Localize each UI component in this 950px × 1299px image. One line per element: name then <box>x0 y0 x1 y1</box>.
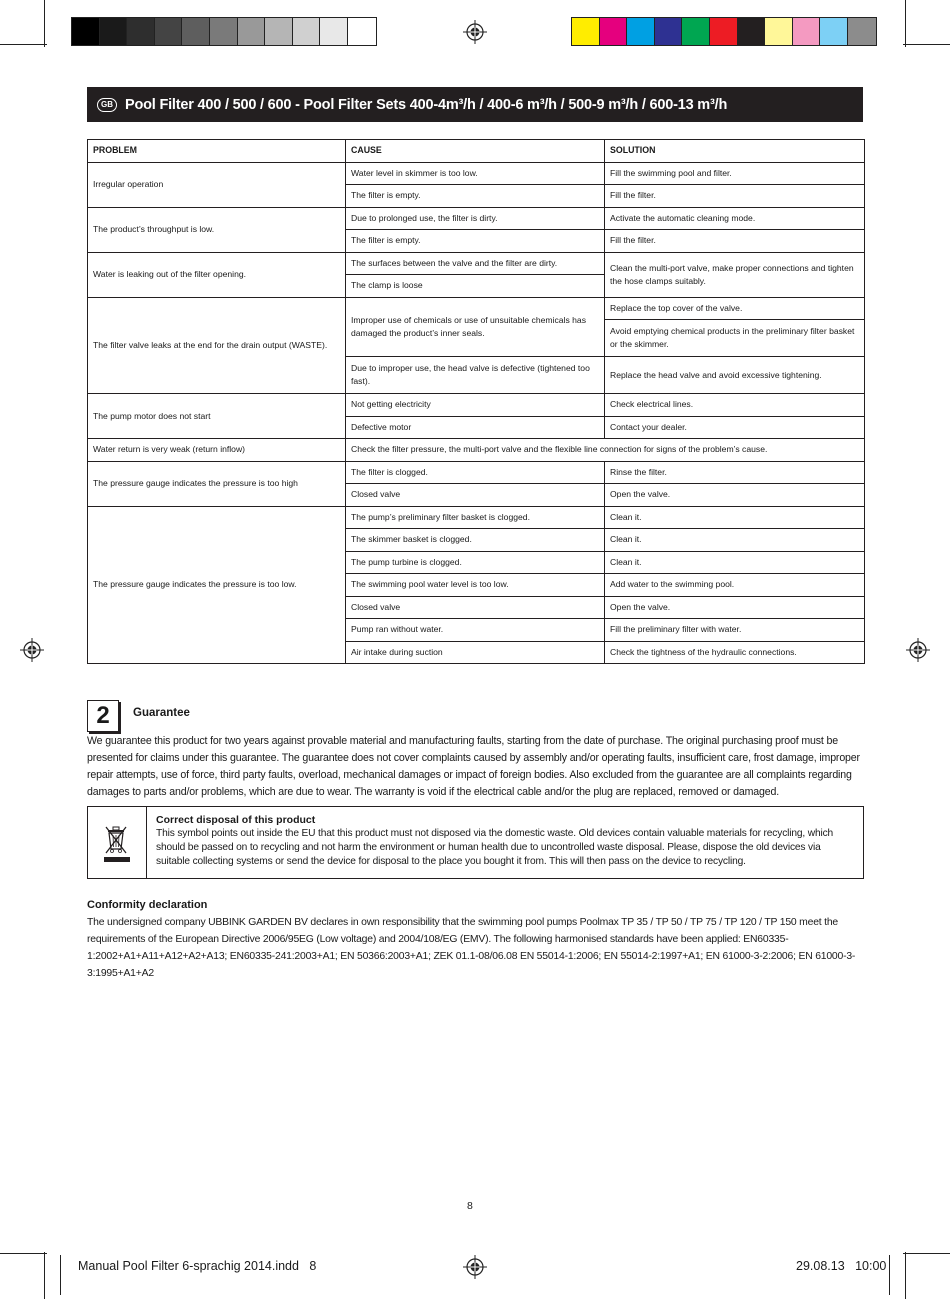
table-row <box>88 394 865 417</box>
cause-cell: Due to improper use, the head valve is defective (tightened too fast). <box>346 357 605 394</box>
guarantee-heading: Guarantee <box>133 707 190 719</box>
color-swatch <box>320 18 348 45</box>
crop-mark <box>905 1252 906 1299</box>
problem-cell: Water is leaking out of the filter opening. <box>88 252 346 297</box>
page-number: 8 <box>467 1200 473 1212</box>
table-row <box>88 461 865 484</box>
color-swatch <box>627 18 655 45</box>
cause-cell: Not getting electricity <box>346 394 605 417</box>
solution-cell: Add water to the swimming pool. <box>605 574 865 597</box>
color-swatch <box>348 18 376 45</box>
table-row <box>88 207 865 230</box>
crop-mark <box>0 44 47 45</box>
solution-cell: Rinse the filter. <box>605 461 865 484</box>
cause-cell: The swimming pool water level is too low. <box>346 574 605 597</box>
cause-cell: Air intake during suction <box>346 641 605 664</box>
problem-cell: The product’s throughput is low. <box>88 207 346 252</box>
cause-cell: Defective motor <box>346 416 605 439</box>
cause-cell: The surfaces between the valve and the filter are dirty. <box>346 252 605 275</box>
solution-cell: Fill the filter. <box>605 185 865 208</box>
cause-cell: The skimmer basket is clogged. <box>346 529 605 552</box>
color-swatch <box>238 18 266 45</box>
cause-cell: The clamp is loose <box>346 275 605 298</box>
solution-cell: Check the tightness of the hydraulic connections. <box>605 641 865 664</box>
footer-filename: Manual Pool Filter 6-sprachig 2014.indd 8 <box>78 1259 317 1273</box>
registration-mark-icon <box>463 1255 487 1279</box>
grayscale-color-bar <box>71 17 377 46</box>
crop-mark <box>889 1255 890 1295</box>
solution-cell: Open the valve. <box>605 596 865 619</box>
cause-cell: Water level in skimmer is too low. <box>346 162 605 185</box>
solution-cell: Replace the head valve and avoid excessive tightening. <box>605 357 865 394</box>
column-header-cause: CAUSE <box>346 140 605 163</box>
solution-cell: Clean it. <box>605 551 865 574</box>
section-number-badge: 2 <box>87 700 119 732</box>
solution-cell: Fill the preliminary filter with water. <box>605 619 865 642</box>
registration-mark-icon <box>20 638 44 662</box>
table-row <box>88 252 865 275</box>
registration-mark-icon <box>463 20 487 44</box>
color-swatch <box>793 18 821 45</box>
cause-cell: The filter is clogged. <box>346 461 605 484</box>
table-header-row <box>88 140 865 163</box>
cause-cell: The filter is empty. <box>346 230 605 253</box>
color-swatch <box>210 18 238 45</box>
crop-mark <box>44 1252 45 1299</box>
crossed-out-bin-icon <box>102 823 132 863</box>
solution-cell: Avoid emptying chemical products in the preliminary filter basket or the skimmer. <box>605 320 865 357</box>
solution-cell: Contact your dealer. <box>605 416 865 439</box>
cause-cell: The filter is empty. <box>346 185 605 208</box>
color-swatch <box>655 18 683 45</box>
crop-mark <box>60 1255 61 1295</box>
color-swatch <box>738 18 766 45</box>
solution-cell: Activate the automatic cleaning mode. <box>605 207 865 230</box>
color-swatch <box>710 18 738 45</box>
solution-cell: Check electrical lines. <box>605 394 865 417</box>
color-swatch <box>100 18 128 45</box>
crop-mark <box>905 0 906 47</box>
problem-cell: The filter valve leaks at the end for the drain output (WASTE). <box>88 297 346 394</box>
problem-cell: The pressure gauge indicates the pressure is too high <box>88 461 346 506</box>
disposal-icon-cell <box>88 807 147 878</box>
table-row <box>88 439 865 462</box>
color-swatch <box>765 18 793 45</box>
troubleshooting-table <box>87 139 865 664</box>
cause-cell: Closed valve <box>346 596 605 619</box>
crop-mark <box>0 1253 47 1254</box>
disposal-notice-box <box>87 806 864 879</box>
column-header-solution: SOLUTION <box>605 140 865 163</box>
cause-cell: Due to prolonged use, the filter is dirty. <box>346 207 605 230</box>
cause-cell: Improper use of chemicals or use of unsuitable chemicals has damaged the product’s inner seals. <box>346 297 605 357</box>
crop-mark <box>903 44 950 45</box>
solution-cell: Open the valve. <box>605 484 865 507</box>
column-header-problem: PROBLEM <box>88 140 346 163</box>
guarantee-paragraph: We guarantee this product for two years against provable material and manufacturing faults, starting from the date of purchase. The original purchasing proof must be presented for claims under this guarantee. The guarantee does not cover complaints caused by assembly and/or operating faults, insufficient care, frost damage, improper repair attempts, use of force, third party faults, overload, mechanical damages or impact of foreign bodies. Also excluded from the guarantee are all complaints regarding damages to parts and/or problems, which are due to wear. The warranty is void if the electrical cable and/or the plug are replaced, removed or damaged. <box>87 735 860 798</box>
color-swatch <box>600 18 628 45</box>
color-swatch <box>155 18 183 45</box>
conformity-paragraph: The undersigned company UBBINK GARDEN BV declares in own responsibility that the swimming pool pumps Poolmax TP 35 / TP 50 / TP 75 / TP 120 / TP 150 meet the requirements of the European Directive 2006/95EG (Low voltage) and 2004/108/EG (EMV). The following harmonised standards have been applied: EN60335-1:2002+A1+A11+A12+A2+A13; EN60335-241:2003+A1; EN 50366:2003+A1; ZEK 01.1-08/06.08 EN 55014-1:2006; EN 55014-2:1997+A1; EN 61000-3-2:2006; EN 61000-3-3:1995+A1+A2 <box>87 917 856 979</box>
registration-mark-icon <box>906 638 930 662</box>
table-row <box>88 506 865 529</box>
solution-cell: Fill the filter. <box>605 230 865 253</box>
color-swatch <box>572 18 600 45</box>
solution-cell: Clean it. <box>605 529 865 552</box>
language-badge: GB <box>97 98 117 112</box>
problem-cell: The pressure gauge indicates the pressure is too low. <box>88 506 346 664</box>
conformity-heading: Conformity declaration <box>87 899 208 911</box>
cause-cell: Pump ran without water. <box>346 619 605 642</box>
table-row <box>88 162 865 185</box>
color-swatch <box>265 18 293 45</box>
color-swatch <box>72 18 100 45</box>
color-swatch <box>820 18 848 45</box>
problem-cell: Water return is very weak (return inflow) <box>88 439 346 462</box>
problem-cell: Irregular operation <box>88 162 346 207</box>
cause-cell: Closed valve <box>346 484 605 507</box>
solution-cell: Clean the multi-port valve, make proper connections and tighten the hose clamps suitably. <box>605 252 865 297</box>
table-row <box>88 297 865 320</box>
crop-mark <box>44 0 45 47</box>
crop-mark <box>903 1253 950 1254</box>
color-swatch <box>682 18 710 45</box>
solution-cell: Replace the top cover of the valve. <box>605 297 865 320</box>
color-swatch <box>293 18 321 45</box>
solution-cell: Fill the swimming pool and filter. <box>605 162 865 185</box>
problem-cell: The pump motor does not start <box>88 394 346 439</box>
cause-cell: The pump turbine is clogged. <box>346 551 605 574</box>
color-swatch <box>182 18 210 45</box>
disposal-heading: Correct disposal of this product <box>156 814 316 826</box>
cause-solution-cell: Check the filter pressure, the multi-port valve and the flexible line connection for signs of the problem’s cause. <box>346 439 865 462</box>
section-header-bar <box>87 87 863 122</box>
process-color-bar <box>571 17 877 46</box>
solution-cell: Clean it. <box>605 506 865 529</box>
color-swatch <box>848 18 876 45</box>
color-swatch <box>127 18 155 45</box>
footer-timestamp: 29.08.13 10:00 <box>796 1259 887 1273</box>
disposal-paragraph: This symbol points out inside the EU that this product must not disposed via the domestic waste. Old devices contain valuable materials for recycling, which should be passed on to recycling and not harm the environment or human health due to uncontrolled waste disposal. Please, dispose the old devices via suitable collecting systems or send the device for disposal to the place you bought it from. This will then pass on the device to recycling. <box>156 828 834 867</box>
page-title: Pool Filter 400 / 500 / 600 - Pool Filter Sets 400-4m³/h / 400-6 m³/h / 500-9 m³/h / 600-13 m³/h <box>125 96 728 113</box>
cause-cell: The pump’s preliminary filter basket is clogged. <box>346 506 605 529</box>
